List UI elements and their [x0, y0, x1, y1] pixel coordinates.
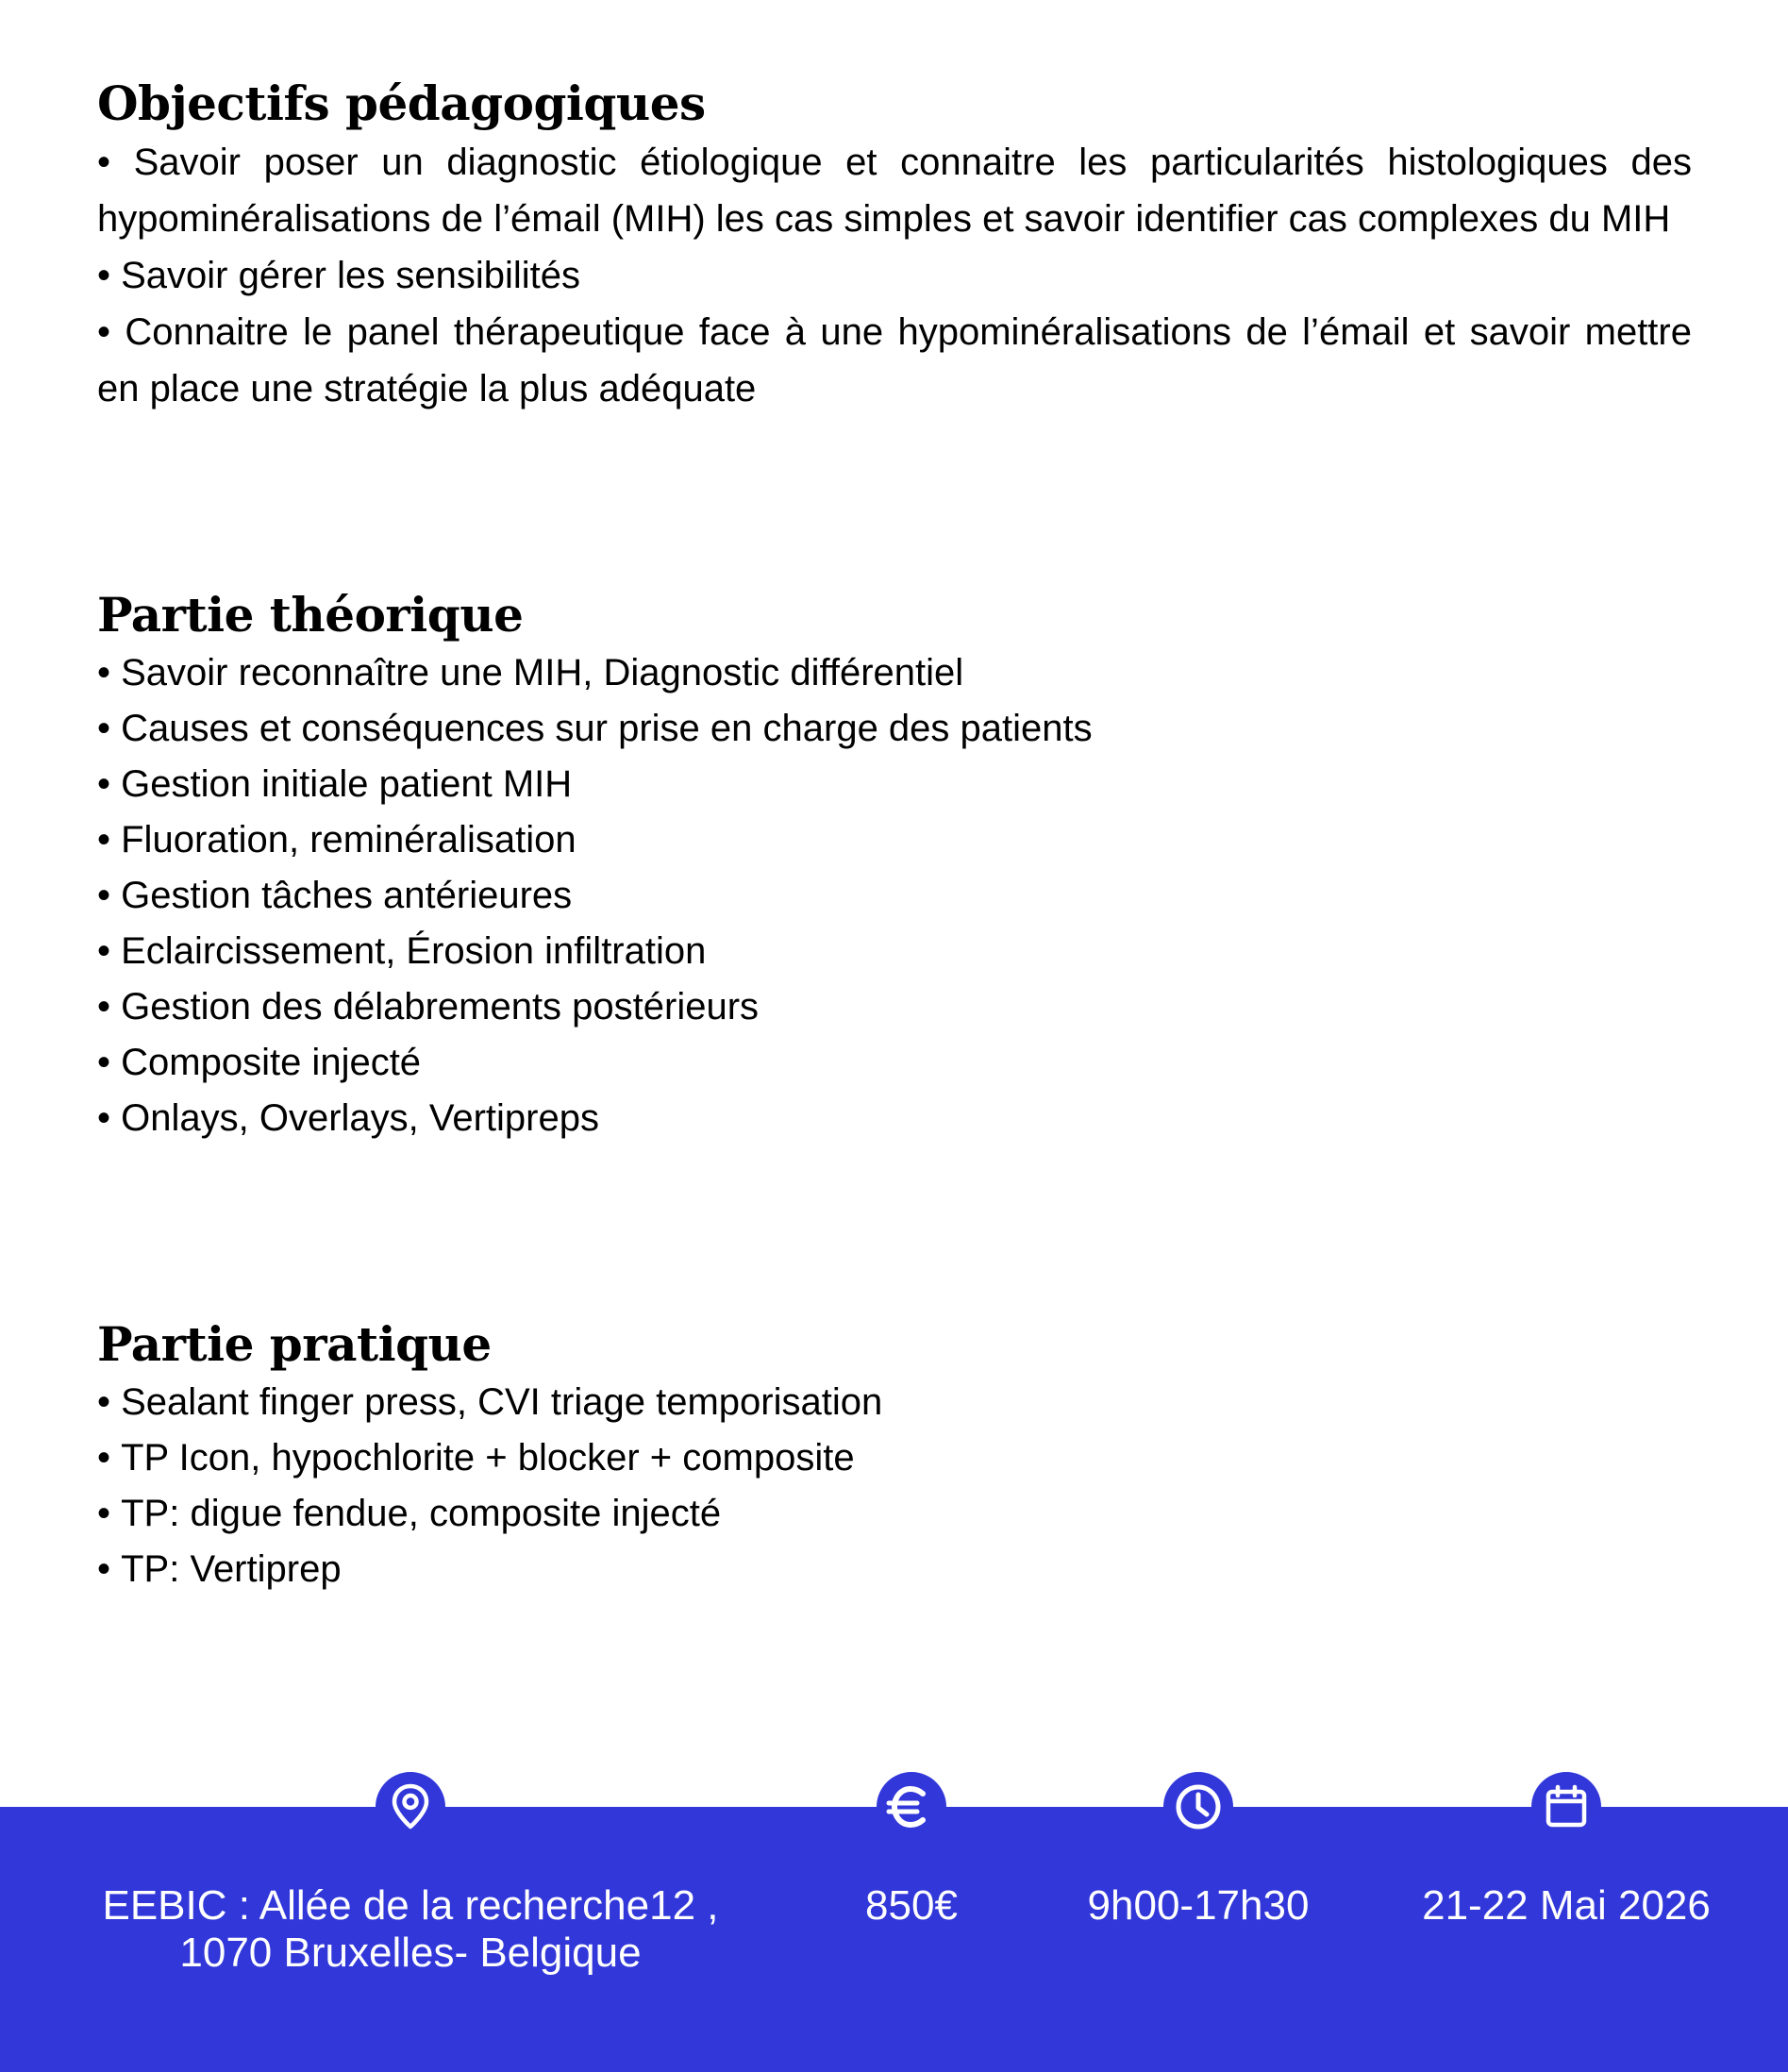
date-text: 21-22 Mai 2026	[1422, 1882, 1711, 1929]
calendar-icon	[1531, 1772, 1601, 1842]
objective-paragraph: • Savoir gérer les sensibilités	[97, 255, 580, 296]
price-text: 850€	[865, 1882, 958, 1929]
list-item: • Gestion initiale patient MIH	[97, 757, 1692, 812]
practice-list	[97, 1375, 1692, 1597]
info-footer	[0, 1807, 1788, 2072]
time-text: 9h00-17h30	[1087, 1882, 1310, 1929]
list-item: • TP: digue fendue, composite injecté	[97, 1486, 1692, 1542]
theory-list	[97, 645, 1692, 1146]
list-item: • TP Icon, hypochlorite + blocker + composite	[97, 1430, 1692, 1486]
list-item: • Gestion tâches antérieures	[97, 868, 1692, 924]
practice-title: Partie pratique	[97, 1316, 492, 1372]
list-item: • Causes et conséquences sur prise en charge des patients	[97, 701, 1692, 757]
list-item: • Sealant finger press, CVI triage temporisation	[97, 1375, 1692, 1430]
objective-paragraph: • Savoir poser un diagnostic étiologique et connaitre les particularités histologiques des hypominéralisations de l’émail (MIH) les cas simples et savoir identifier cas complexes du MIH	[97, 142, 1692, 240]
objectives-title: Objectifs pédagogiques	[97, 75, 706, 131]
list-item: • Composite injecté	[97, 1035, 1692, 1091]
euro-icon	[877, 1772, 946, 1842]
list-item: • Gestion des délabrements postérieurs	[97, 979, 1692, 1035]
clock-icon	[1163, 1772, 1233, 1842]
list-item: • Eclaircissement, Érosion infiltration	[97, 924, 1692, 979]
objective-paragraph: • Connaitre le panel thérapeutique face à une hypominéralisations de l’émail et savoir mettre en place une stratégie la plus adéquate	[97, 311, 1692, 409]
practice-section	[97, 1314, 1692, 1597]
list-item: • Onlays, Overlays, Vertipreps	[97, 1091, 1692, 1146]
theory-title: Partie théorique	[97, 587, 524, 643]
location-line-2: 1070 Bruxelles- Belgique	[179, 1930, 642, 1976]
location-line-1: EEBIC : Allée de la recherche12 ,	[102, 1882, 719, 1929]
document-body	[97, 74, 1692, 1597]
theory-section	[97, 585, 1692, 1146]
list-item: • Savoir reconnaître une MIH, Diagnostic différentiel	[97, 645, 1692, 701]
objectives-section	[97, 74, 1692, 417]
location-text	[57, 1882, 764, 1977]
list-item: • Fluoration, reminéralisation	[97, 812, 1692, 868]
list-item: • TP: Vertiprep	[97, 1542, 1692, 1597]
map-pin-icon	[376, 1772, 445, 1842]
